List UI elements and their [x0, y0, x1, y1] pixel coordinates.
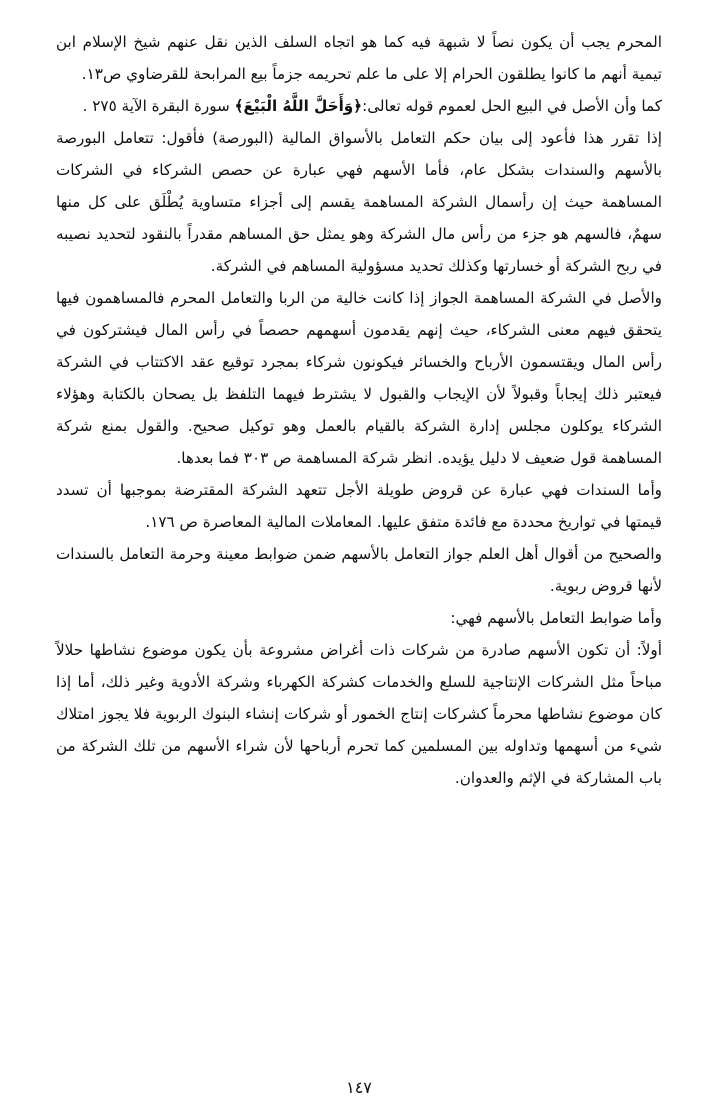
paragraph-3: إذا تقرر هذا فأعود إلى بيان حكم التعامل بالأسواق المالية (البورصة) فأقول: تتعامل البورصة بالأسهم والسندات بشكل عام، فأما الأسهم فهي عبارة عن حصص الشركاء في الشركات المساهمة حيث إن رأسمال الشركة المساهمة يقسم إلى أجزاء متساوية يُطْلَق على كل منها سهمٌ، فالسهم هو جزء من رأس مال الشركة وهو يمثل حق المساهم مقدراً بالنقود لتحديد نصيبه في ربح الشركة أو خسارتها وكذلك تحديد مسؤولية المساهم في الشركة. — [56, 129, 662, 275]
paragraph-4: والأصل في الشركة المساهمة الجواز إذا كانت خالية من الربا والتعامل المحرم فالمساهمون فيها يتحقق فيهم معنى الشركاء، حيث إنهم يقدمون أسهمهم حصصاً في رأس المال فيشتركون في رأس المال ويقتسمون الأرباح والخسائر فيكونون شركاء بمجرد توقيع عقد الاكتتاب في الشركة فيعتبر ذلك إيجاباً وقبولاً لأن الإيجاب والقبول لا يشترط فيهما التلفظ بل يصحان بالكتابة وهؤلاء الشركاء يوكلون مجلس إدارة الشركة بالقيام بالعمل وهو توكيل صحيح. والقول بمنع شركة المساهمة قول ضعيف لا دليل يؤيده. انظر شركة المساهمة ص ٣٠٣ فما بعدها. — [56, 289, 662, 467]
paragraph-7: وأما ضوابط التعامل بالأسهم فهي: — [450, 609, 662, 627]
paragraph-2-intro: كما وأن الأصل في البيع الحل لعموم قوله تعالى: — [362, 97, 662, 115]
paragraph-6: والصحيح من أقوال أهل العلم جواز التعامل بالأسهم ضمن ضوابط معينة وحرمة التعامل بالسندات لأنها قروض ربوية. — [56, 545, 662, 595]
body-text — [56, 26, 662, 794]
page-number: ١٤٧ — [346, 1078, 372, 1097]
verse-reference: سورة البقرة الآية ٢٧٥ . — [82, 97, 235, 115]
paragraph-1: المحرم يجب أن يكون نصاً لا شبهة فيه كما هو اتجاه السلف الذين نقل عنهم شيخ الإسلام ابن تيمية أنهم ما كانوا يطلقون الحرام إلا على ما علم تحريمه جزماً بيع المرابحة للقرضاوي ص١٣. — [56, 33, 662, 83]
paragraph-8: أولاً: أن تكون الأسهم صادرة من شركات ذات أغراض مشروعة بأن يكون موضوع نشاطها حلالاً مباحاً مثل الشركات الإنتاجية للسلع والخدمات كشركة الكهرباء وشركة الأدوية وغير ذلك، أما إذا كان موضوع نشاطها محرماً كشركات إنتاج الخمور أو شركات إنشاء البنوك الربوية فلا يجوز امتلاك شيء من أسهمها وتداوله بين المسلمين كما تحرم أرباحها لأن شراء الأسهم من تلك الشركة من باب المشاركة في الإثم والعدوان. — [56, 641, 662, 787]
paragraph-2 — [56, 90, 662, 122]
paragraph-5: وأما السندات فهي عبارة عن قروض طويلة الأجل تتعهد الشركة المقترضة بموجبها أن تسدد قيمتها في تواريخ محددة مع فائدة متفق عليها. المعاملات المالية المعاصرة ص ١٧٦. — [56, 481, 662, 531]
quran-verse: ﴿وَأَحَلَّ اللَّهُ الْبَيْعَ﴾ — [234, 97, 363, 115]
